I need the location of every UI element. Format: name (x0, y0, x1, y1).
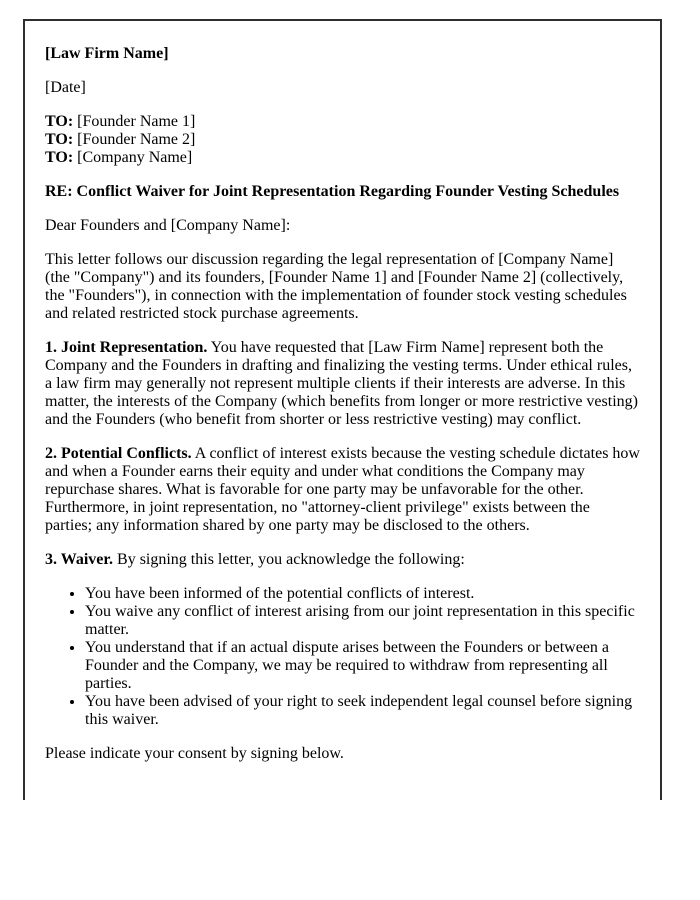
recipient-name: [Company Name] (77, 149, 193, 166)
waiver-list (45, 585, 640, 729)
law-firm-name: [Law Firm Name] (45, 45, 169, 62)
section-body: By signing this letter, you acknowledge the following: (117, 551, 465, 568)
date-line: [Date] (45, 79, 86, 96)
re-line: RE: Conflict Waiver for Joint Representation Regarding Founder Vesting Schedules (45, 183, 620, 200)
intro-paragraph: This letter follows our discussion regarding the legal representation of [Company Name] (the "Company") and its founders, [Founder Name 1] and [Founder Name 2] (collectively, the "Founders"), in connection with the implementation of founder stock vesting schedules and related restricted stock purchase agreements. (45, 251, 627, 322)
waiver-item: • You waive any conflict of interest arising from our joint representation in this specific matter. (85, 603, 640, 639)
waiver-item: • You have been advised of your right to seek independent legal counsel before signing this waiver. (85, 693, 640, 729)
recipient-block (45, 113, 640, 167)
section-waiver (45, 551, 640, 569)
section-body: You have requested that [Law Firm Name] represent both the Company and the Founders in drafting and finalizing the vesting terms. Under ethical rules, a law firm may generally not represent multiple clients if their interests are adverse. In this matter, the interests of the Company (which benefits from longer or more restrictive vesting) and the Founders (who benefit from shorter or less restrictive vesting) may conflict. (45, 339, 638, 428)
salutation: Dear Founders and [Company Name]: (45, 217, 291, 234)
recipient-name: [Founder Name 1] (77, 113, 196, 130)
section-heading: 1. Joint Representation. (45, 339, 208, 356)
to-label: TO: (45, 113, 74, 130)
to-label: TO: (45, 131, 74, 148)
to-label: TO: (45, 149, 74, 166)
section-potential-conflicts (45, 445, 640, 535)
section-body: A conflict of interest exists because the vesting schedule dictates how and when a Founder earns their equity and under what conditions the Company may repurchase shares. What is favorable for one party may be unfavorable for the other. Furthermore, in joint representation, no "attorney-client privilege" exists between the parties; any information shared by one party may be disclosed to the others. (45, 445, 640, 534)
closing-line: Please indicate your consent by signing below. (45, 745, 344, 762)
waiver-item: • You have been informed of the potential conflicts of interest. (85, 585, 640, 603)
section-heading: 2. Potential Conflicts. (45, 445, 192, 462)
section-joint-representation (45, 339, 640, 429)
waiver-item: • You understand that if an actual dispute arises between the Founders or between a Founder and the Company, we may be required to withdraw from representing all parties. (85, 639, 640, 693)
recipient-name: [Founder Name 2] (77, 131, 196, 148)
letter-page (23, 19, 662, 800)
section-heading: 3. Waiver. (45, 551, 114, 568)
